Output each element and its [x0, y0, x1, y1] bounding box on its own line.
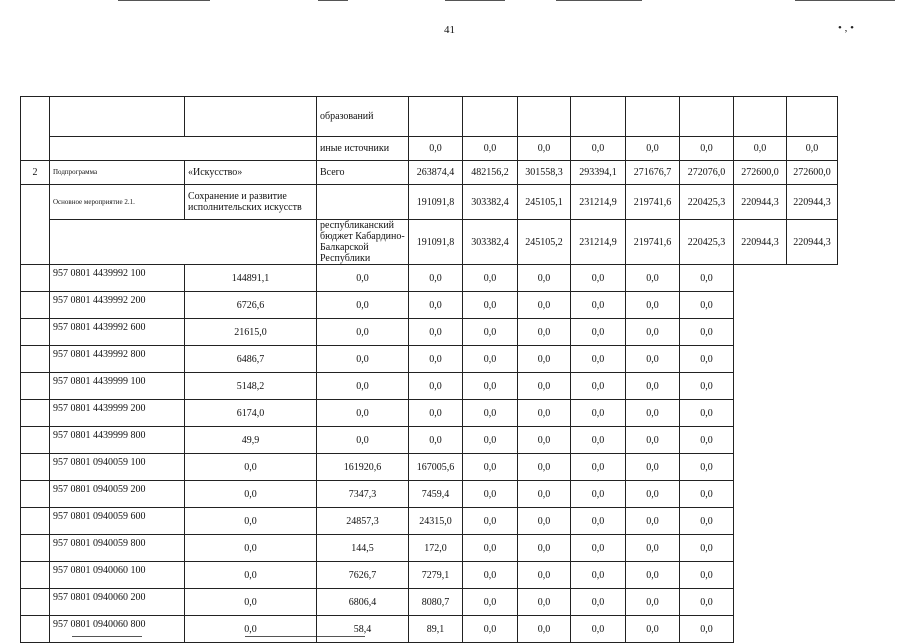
value-cell: 0,0 — [463, 616, 518, 643]
value-cell: 0,0 — [463, 346, 518, 373]
source-cell: Всего — [317, 161, 409, 185]
value-cell: 0,0 — [518, 292, 571, 319]
table-row — [21, 137, 838, 161]
value-cell: 0,0 — [518, 265, 571, 292]
budget-code-cell: 957 0801 0940059 100 — [50, 454, 185, 481]
value-cell: 0,0 — [680, 589, 734, 616]
scan-line — [556, 0, 642, 1]
value-cell: 0,0 — [571, 427, 626, 454]
type-cell — [50, 220, 317, 265]
value-cell: 301558,3 — [518, 161, 571, 185]
value-cell: 0,0 — [409, 292, 463, 319]
value-cell: 220944,3 — [787, 220, 838, 265]
value-cell — [571, 97, 626, 137]
value-cell: 0,0 — [571, 265, 626, 292]
value-cell: 272076,0 — [680, 161, 734, 185]
value-cell: 7459,4 — [409, 481, 463, 508]
value-cell: 0,0 — [463, 265, 518, 292]
value-cell: 482156,2 — [463, 161, 518, 185]
value-cell: 0,0 — [463, 137, 518, 161]
budget-code-cell: 957 0801 4439992 200 — [50, 292, 185, 319]
type-cell — [21, 400, 50, 427]
value-cell: 6486,7 — [185, 346, 317, 373]
value-cell: 0,0 — [626, 427, 680, 454]
value-cell: 219741,6 — [626, 185, 680, 220]
value-cell: 220425,3 — [680, 220, 734, 265]
value-cell: 0,0 — [680, 481, 734, 508]
value-cell: 167005,6 — [409, 454, 463, 481]
table-row — [21, 400, 838, 427]
value-cell: 0,0 — [518, 400, 571, 427]
value-cell: 0,0 — [185, 481, 317, 508]
value-cell: 0,0 — [626, 535, 680, 562]
value-cell: 0,0 — [571, 481, 626, 508]
value-cell: 0,0 — [185, 589, 317, 616]
table-row — [21, 220, 838, 265]
value-cell: 0,0 — [518, 589, 571, 616]
value-cell: 89,1 — [409, 616, 463, 643]
budget-code-cell: 957 0801 0940059 800 — [50, 535, 185, 562]
value-cell — [680, 97, 734, 137]
value-cell: 0,0 — [626, 292, 680, 319]
value-cell: 245105,1 — [518, 185, 571, 220]
table-row — [21, 292, 838, 319]
value-cell: 0,0 — [463, 562, 518, 589]
budget-code-cell: 957 0801 4439992 600 — [50, 319, 185, 346]
value-cell: 0,0 — [463, 400, 518, 427]
source-cell — [317, 185, 409, 220]
type-cell — [50, 137, 317, 161]
value-cell: 0,0 — [463, 373, 518, 400]
budget-code-cell: 957 0801 0940060 100 — [50, 562, 185, 589]
value-cell: 272600,0 — [787, 161, 838, 185]
value-cell: 0,0 — [626, 454, 680, 481]
type-cell — [21, 373, 50, 400]
value-cell: 271676,7 — [626, 161, 680, 185]
type-cell: Основное мероприятие 2.1. — [50, 185, 185, 220]
value-cell: 0,0 — [409, 319, 463, 346]
value-cell: 7347,3 — [317, 481, 409, 508]
value-cell: 0,0 — [317, 400, 409, 427]
type-cell — [21, 616, 50, 643]
type-cell — [21, 562, 50, 589]
value-cell: 0,0 — [626, 346, 680, 373]
table-row — [21, 454, 838, 481]
index-cell: 2 — [21, 161, 50, 185]
value-cell — [734, 97, 787, 137]
type-cell — [21, 454, 50, 481]
table-row — [21, 427, 838, 454]
value-cell: 0,0 — [317, 373, 409, 400]
value-cell: 0,0 — [626, 589, 680, 616]
value-cell: 0,0 — [680, 454, 734, 481]
value-cell: 0,0 — [734, 137, 787, 161]
value-cell: 0,0 — [317, 346, 409, 373]
value-cell: 191091,8 — [409, 185, 463, 220]
value-cell: 24315,0 — [409, 508, 463, 535]
value-cell: 0,0 — [409, 427, 463, 454]
value-cell: 24857,3 — [317, 508, 409, 535]
value-cell — [787, 97, 838, 137]
value-cell: 7279,1 — [409, 562, 463, 589]
type-cell: Подпрограмма — [50, 161, 185, 185]
value-cell: 0,0 — [317, 319, 409, 346]
value-cell: 0,0 — [571, 616, 626, 643]
value-cell: 0,0 — [463, 292, 518, 319]
value-cell: 0,0 — [409, 373, 463, 400]
name-cell: Сохранение и развитие исполнительских искусств — [185, 185, 317, 220]
value-cell: 263874,4 — [409, 161, 463, 185]
value-cell: 0,0 — [680, 346, 734, 373]
value-cell: 21615,0 — [185, 319, 317, 346]
value-cell: 144,5 — [317, 535, 409, 562]
type-cell — [21, 535, 50, 562]
value-cell — [463, 97, 518, 137]
value-cell: 0,0 — [680, 137, 734, 161]
value-cell: 0,0 — [571, 400, 626, 427]
value-cell: 144891,1 — [185, 265, 317, 292]
value-cell: 191091,8 — [409, 220, 463, 265]
value-cell: 0,0 — [185, 562, 317, 589]
value-cell: 0,0 — [518, 319, 571, 346]
value-cell: 0,0 — [787, 137, 838, 161]
budget-code-cell: 957 0801 0940060 200 — [50, 589, 185, 616]
budget-table — [20, 96, 838, 643]
table-row — [21, 185, 838, 220]
value-cell: 0,0 — [317, 427, 409, 454]
type-cell — [50, 97, 185, 137]
budget-code-cell: 957 0801 4439999 100 — [50, 373, 185, 400]
value-cell: 0,0 — [409, 400, 463, 427]
value-cell: 0,0 — [571, 535, 626, 562]
value-cell: 303382,4 — [463, 185, 518, 220]
table-row — [21, 508, 838, 535]
value-cell: 0,0 — [185, 508, 317, 535]
value-cell — [409, 97, 463, 137]
value-cell: 0,0 — [626, 481, 680, 508]
value-cell: 245105,2 — [518, 220, 571, 265]
value-cell: 0,0 — [317, 265, 409, 292]
value-cell: 5148,2 — [185, 373, 317, 400]
scan-line — [318, 0, 348, 1]
value-cell: 303382,4 — [463, 220, 518, 265]
type-cell — [21, 481, 50, 508]
value-cell: 0,0 — [626, 137, 680, 161]
value-cell: 219741,6 — [626, 220, 680, 265]
source-cell: республиканский бюджет Кабардино-Балкарской Республики — [317, 220, 409, 265]
value-cell: 0,0 — [626, 562, 680, 589]
value-cell: 8080,7 — [409, 589, 463, 616]
value-cell: 0,0 — [185, 616, 317, 643]
value-cell: 0,0 — [571, 562, 626, 589]
value-cell: 0,0 — [463, 319, 518, 346]
name-cell — [185, 97, 317, 137]
value-cell: 0,0 — [518, 481, 571, 508]
value-cell: 0,0 — [409, 137, 463, 161]
scan-line — [118, 0, 210, 1]
table-row — [21, 161, 838, 185]
value-cell: 0,0 — [317, 292, 409, 319]
value-cell: 0,0 — [680, 400, 734, 427]
value-cell: 49,9 — [185, 427, 317, 454]
budget-code-cell: 957 0801 4439992 800 — [50, 346, 185, 373]
value-cell: 0,0 — [518, 616, 571, 643]
value-cell: 0,0 — [463, 454, 518, 481]
value-cell: 0,0 — [463, 427, 518, 454]
value-cell: 0,0 — [571, 373, 626, 400]
value-cell: 0,0 — [185, 454, 317, 481]
value-cell: 0,0 — [518, 346, 571, 373]
table-row — [21, 562, 838, 589]
value-cell: 0,0 — [571, 319, 626, 346]
value-cell: 0,0 — [518, 137, 571, 161]
value-cell: 7626,7 — [317, 562, 409, 589]
scan-line — [795, 0, 895, 1]
source-cell: иные источники — [317, 137, 409, 161]
value-cell: 0,0 — [518, 508, 571, 535]
value-cell: 220944,3 — [734, 185, 787, 220]
value-cell: 0,0 — [463, 535, 518, 562]
scan-line — [445, 0, 505, 1]
value-cell: 0,0 — [680, 265, 734, 292]
value-cell: 0,0 — [626, 400, 680, 427]
value-cell: 0,0 — [571, 589, 626, 616]
value-cell: 0,0 — [518, 373, 571, 400]
budget-code-cell: 957 0801 0940059 600 — [50, 508, 185, 535]
budget-code-cell: 957 0801 4439992 100 — [50, 265, 185, 292]
value-cell: 0,0 — [626, 319, 680, 346]
source-cell: образований — [317, 97, 409, 137]
value-cell: 0,0 — [680, 292, 734, 319]
budget-code-cell: 957 0801 4439999 200 — [50, 400, 185, 427]
value-cell: 58,4 — [317, 616, 409, 643]
value-cell: 0,0 — [680, 562, 734, 589]
value-cell: 0,0 — [571, 454, 626, 481]
type-cell — [21, 427, 50, 454]
value-cell: 0,0 — [680, 508, 734, 535]
type-cell — [21, 265, 50, 292]
value-cell: 0,0 — [680, 427, 734, 454]
value-cell: 0,0 — [626, 616, 680, 643]
table-row — [21, 97, 838, 137]
corner-mark: • , • — [838, 22, 854, 34]
budget-code-cell: 957 0801 4439999 800 — [50, 427, 185, 454]
table-row — [21, 319, 838, 346]
type-cell — [21, 292, 50, 319]
value-cell: 220944,3 — [787, 185, 838, 220]
value-cell: 0,0 — [409, 346, 463, 373]
value-cell: 0,0 — [680, 373, 734, 400]
type-cell — [21, 346, 50, 373]
value-cell: 0,0 — [185, 535, 317, 562]
value-cell: 0,0 — [409, 265, 463, 292]
value-cell: 0,0 — [518, 454, 571, 481]
value-cell: 0,0 — [680, 319, 734, 346]
value-cell: 6726,6 — [185, 292, 317, 319]
value-cell: 0,0 — [571, 346, 626, 373]
value-cell: 6806,4 — [317, 589, 409, 616]
value-cell: 0,0 — [571, 508, 626, 535]
table-row — [21, 481, 838, 508]
table-row — [21, 589, 838, 616]
type-cell — [21, 508, 50, 535]
name-cell: «Искусство» — [185, 161, 317, 185]
value-cell: 0,0 — [571, 137, 626, 161]
value-cell: 0,0 — [463, 508, 518, 535]
table-row — [21, 373, 838, 400]
value-cell: 0,0 — [680, 535, 734, 562]
value-cell: 231214,9 — [571, 185, 626, 220]
value-cell: 161920,6 — [317, 454, 409, 481]
value-cell — [626, 97, 680, 137]
value-cell — [518, 97, 571, 137]
value-cell: 0,0 — [518, 427, 571, 454]
table-row — [21, 265, 838, 292]
value-cell: 0,0 — [626, 373, 680, 400]
type-cell — [21, 589, 50, 616]
table-row — [21, 535, 838, 562]
value-cell: 220425,3 — [680, 185, 734, 220]
page-number: 41 — [444, 24, 455, 36]
value-cell: 272600,0 — [734, 161, 787, 185]
index-cell — [21, 185, 50, 265]
value-cell: 220944,3 — [734, 220, 787, 265]
budget-code-cell: 957 0801 0940060 800 — [50, 616, 185, 643]
value-cell: 0,0 — [626, 508, 680, 535]
value-cell: 0,0 — [518, 535, 571, 562]
value-cell: 172,0 — [409, 535, 463, 562]
table-row — [21, 616, 838, 643]
value-cell: 231214,9 — [571, 220, 626, 265]
value-cell: 0,0 — [626, 265, 680, 292]
table-row — [21, 346, 838, 373]
value-cell: 0,0 — [680, 616, 734, 643]
index-cell — [21, 97, 50, 161]
budget-code-cell: 957 0801 0940059 200 — [50, 481, 185, 508]
type-cell — [21, 319, 50, 346]
value-cell: 0,0 — [463, 481, 518, 508]
value-cell: 6174,0 — [185, 400, 317, 427]
value-cell: 0,0 — [518, 562, 571, 589]
value-cell: 0,0 — [571, 292, 626, 319]
value-cell: 293394,1 — [571, 161, 626, 185]
value-cell: 0,0 — [463, 589, 518, 616]
